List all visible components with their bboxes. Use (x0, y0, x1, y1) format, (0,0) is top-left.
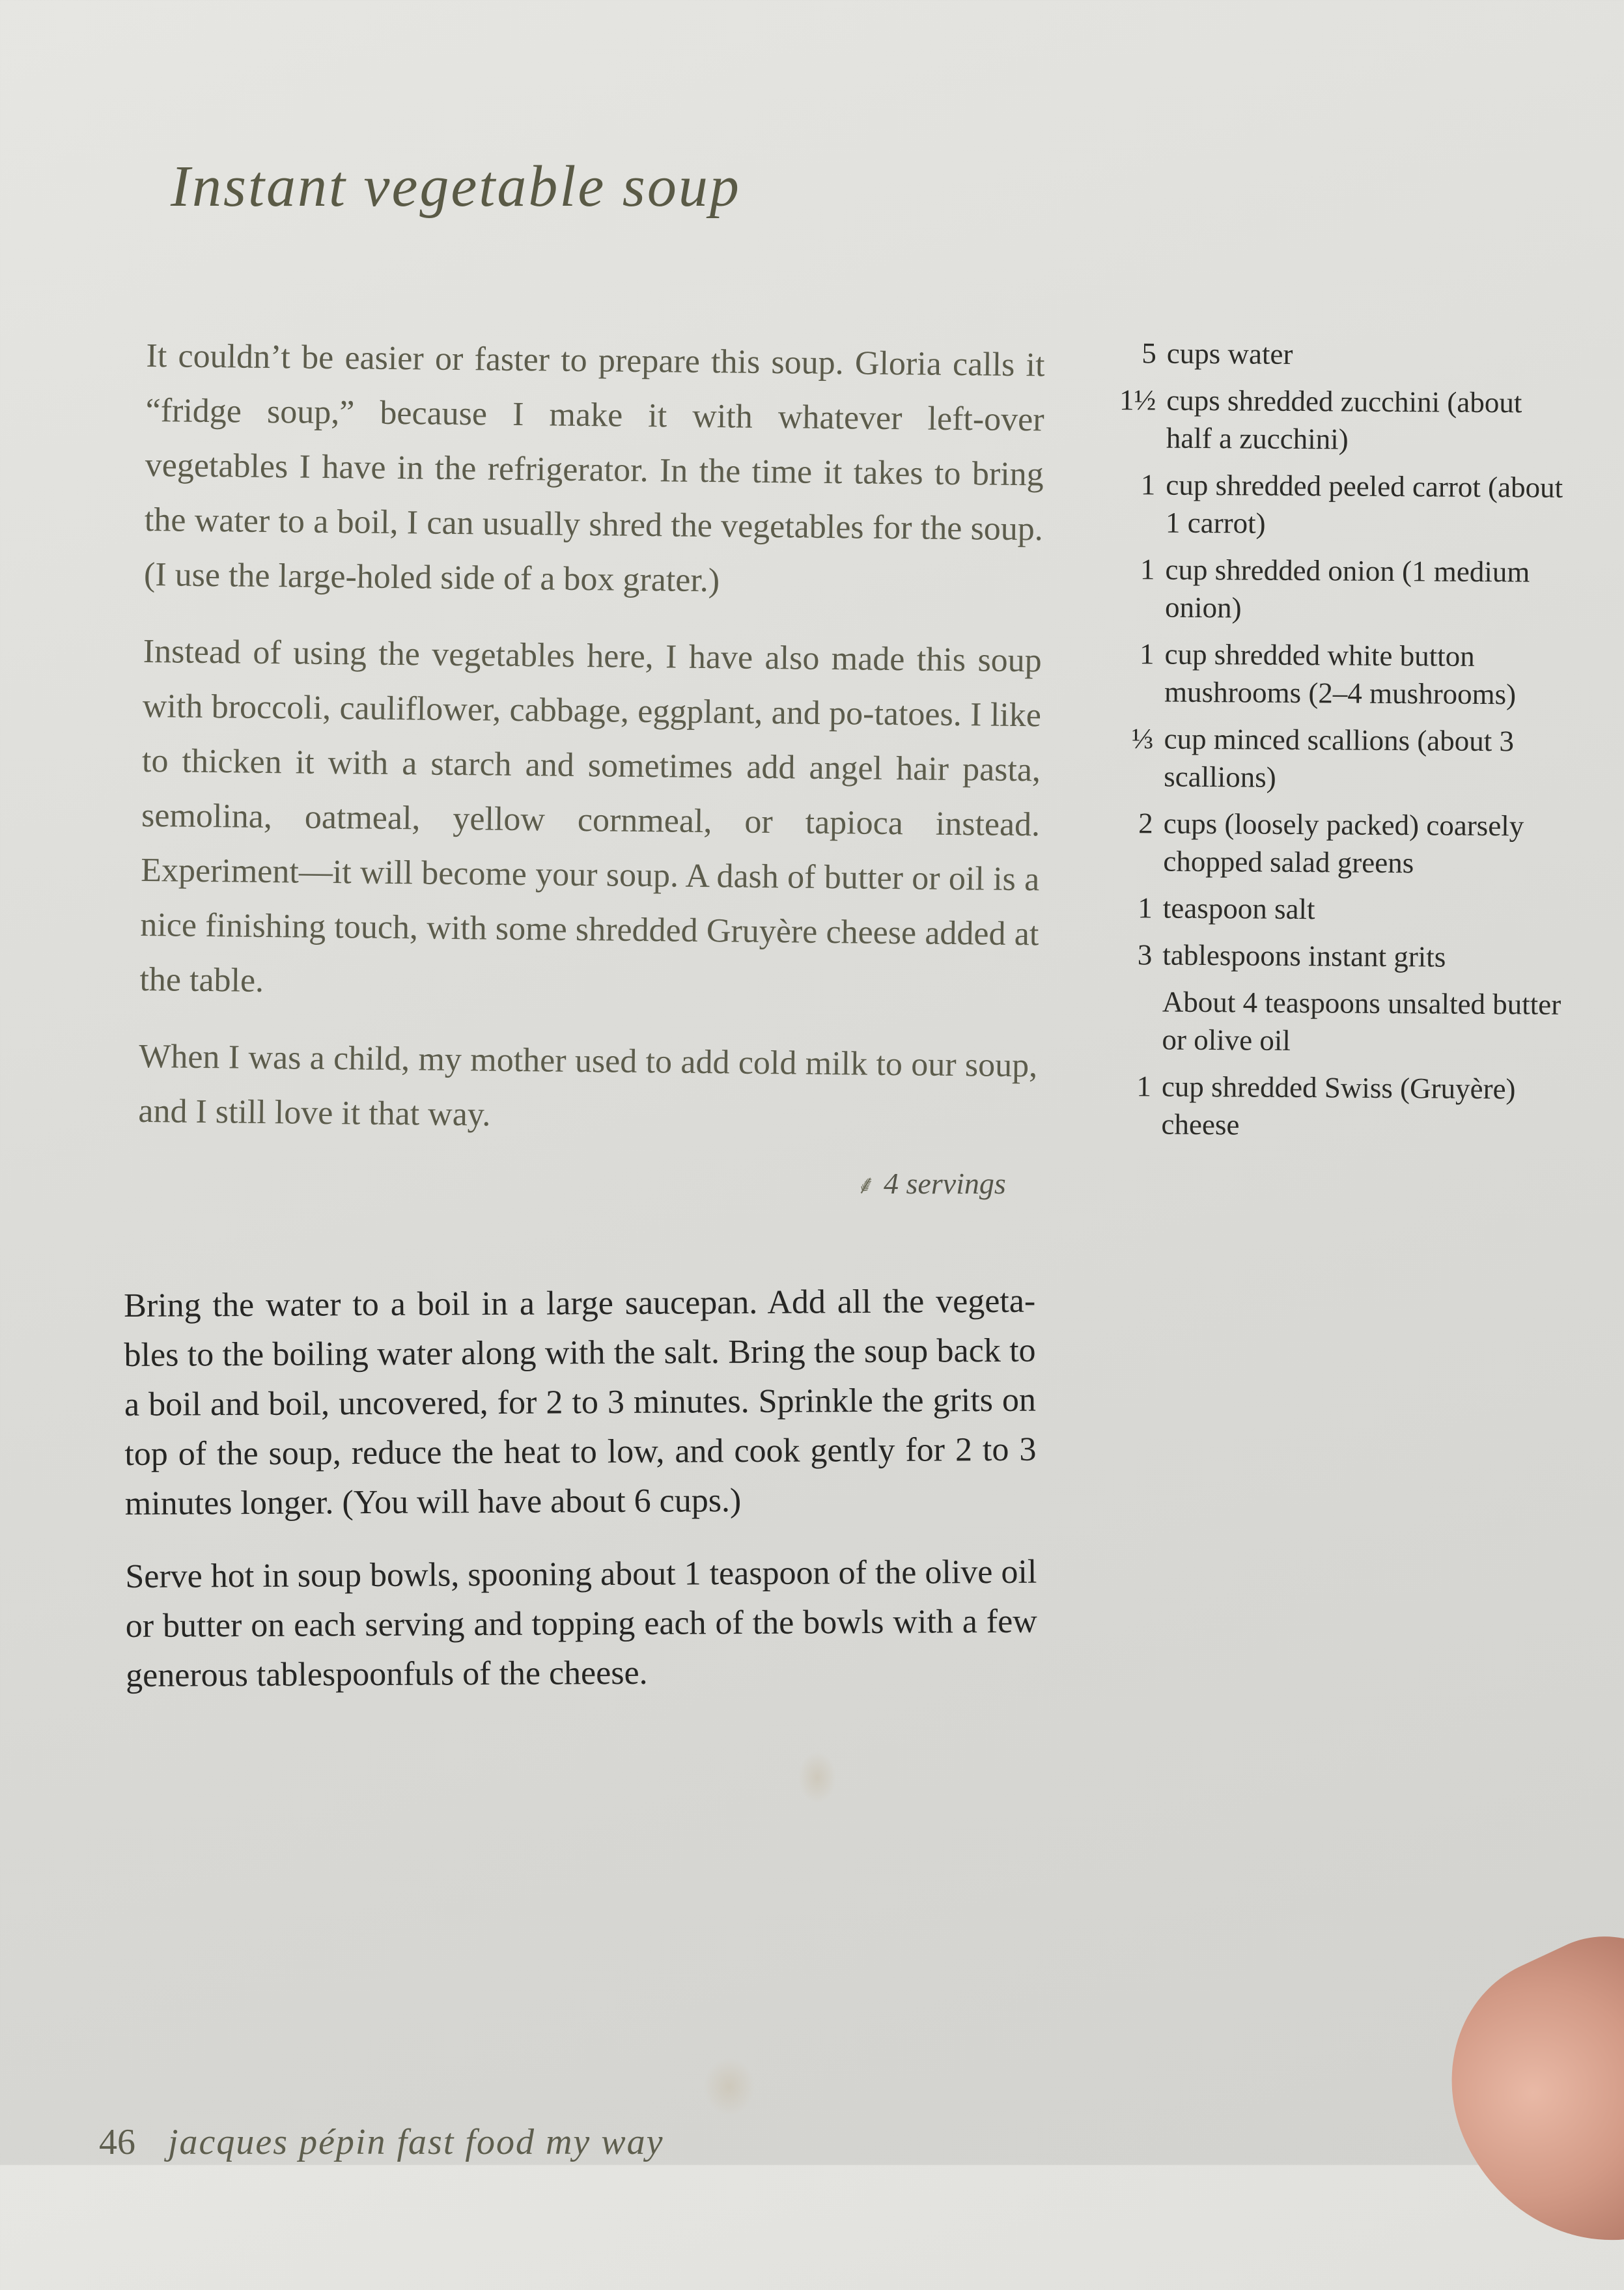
intro-paragraph: It couldn’t be easier or faster to prepare this soup. Gloria calls it “fridge soup,” because I make it with whatever left-over vegetables I have in the refrigerator. In the time it takes to bring the water to a boil, I can usually shred the vegetables for the soup. (I use the large-holed side of a box grater.) (144, 329, 1045, 611)
recipe-intro (138, 329, 1045, 1170)
ingredient-text: cup minced scallions (about 3 scallions) (1164, 723, 1514, 794)
intro-paragraph: Instead of using the vegetables here, I have also made this soup with broccoli, cauliflower, cabbage, eggplant, and po-tatoes. I like to thicken it with a starch and sometimes add angel hair pasta, semolina, oatmeal, yellow cornmeal, or tapioca instead. Experiment—it will become your soup. A dash of butter or oil is a nice finishing touch, with some shredded Gruyère cheese added at the table. (139, 624, 1042, 1016)
ingredient-text: cup shredded Swiss (Gruyère) cheese (1161, 1070, 1515, 1141)
ingredient-item (1110, 889, 1565, 930)
ingredient-list (1108, 334, 1569, 1155)
ingredient-quantity: 1 (1110, 889, 1153, 927)
ingredient-item (1113, 334, 1569, 375)
page-footer (99, 2121, 664, 2163)
ingredient-text: cups shredded zucchini (about half a zucchini) (1166, 384, 1522, 456)
ingredient-text: About 4 teaspoons unsalted butter or olive oil (1162, 986, 1561, 1057)
ingredient-quantity: 2 (1110, 804, 1153, 842)
book-title: jacques pépin fast food my way (168, 2122, 664, 2162)
servings-text: 4 servings (884, 1167, 1006, 1200)
page-stain (798, 1752, 837, 1804)
ingredient-item (1113, 381, 1569, 460)
ingredient-quantity: 5 (1113, 334, 1156, 372)
ingredient-text: teaspoon salt (1163, 892, 1315, 926)
recipe-title: Instant vegetable soup (171, 153, 741, 220)
ingredient-item (1109, 936, 1565, 977)
ingredient-item (1110, 719, 1567, 798)
intro-paragraph: When I was a child, my mother used to add cold milk to our soup, and I still love it that way. (138, 1029, 1038, 1148)
recipe-method (124, 1277, 1038, 1724)
page-number: 46 (99, 2122, 135, 2162)
servings-note (856, 1166, 1006, 1201)
method-step: Bring the water to a boil in a large saucepan. Add all the vegeta-bles to the boiling water along with the salt. Bring the soup back to a boil and boil, uncovered, for 2 to 3 minutes. Sprinkle the grits on top of the soup, reduce the heat to low, and cook gently for 2 to 3 minutes longer. (You will have about 6 cups.) (124, 1277, 1037, 1529)
ingredient-quantity: 1½ (1113, 381, 1156, 419)
ingredient-quantity: ⅓ (1110, 719, 1153, 757)
ingredient-text: cup shredded onion (1 medium onion) (1165, 553, 1530, 624)
ingredient-item (1112, 550, 1568, 629)
ingredient-text: cup shredded peeled carrot (about 1 carrot) (1166, 469, 1563, 540)
ingredient-quantity: 3 (1109, 936, 1152, 973)
method-step: Serve hot in soup bowls, spooning about 1 teaspoon of the olive oil or butter on each serving and topping each of the bowls with a few generous tablespoonfuls of the cheese. (125, 1548, 1037, 1701)
ingredient-text: cups (loosely packed) coarsely chopped salad greens (1163, 807, 1524, 880)
ingredient-item (1112, 466, 1569, 544)
ingredient-quantity: 1 (1111, 635, 1154, 673)
ingredient-text: tablespoons instant grits (1162, 939, 1446, 973)
page-stain (703, 2058, 755, 2116)
ingredient-text: cups water (1167, 337, 1293, 370)
ingredient-item (1108, 983, 1565, 1061)
sprig-icon: ⸙ (856, 1170, 876, 1199)
ingredient-quantity: 1 (1112, 466, 1155, 503)
ingredient-item (1108, 1067, 1564, 1146)
ingredient-quantity: 1 (1108, 1067, 1151, 1105)
ingredient-text: cup shredded white button mushrooms (2–4 mushrooms) (1164, 638, 1516, 711)
ingredient-item (1110, 804, 1566, 883)
ingredient-item (1111, 635, 1567, 714)
thumb (1408, 1903, 1624, 2290)
ingredient-quantity: 1 (1112, 550, 1155, 588)
